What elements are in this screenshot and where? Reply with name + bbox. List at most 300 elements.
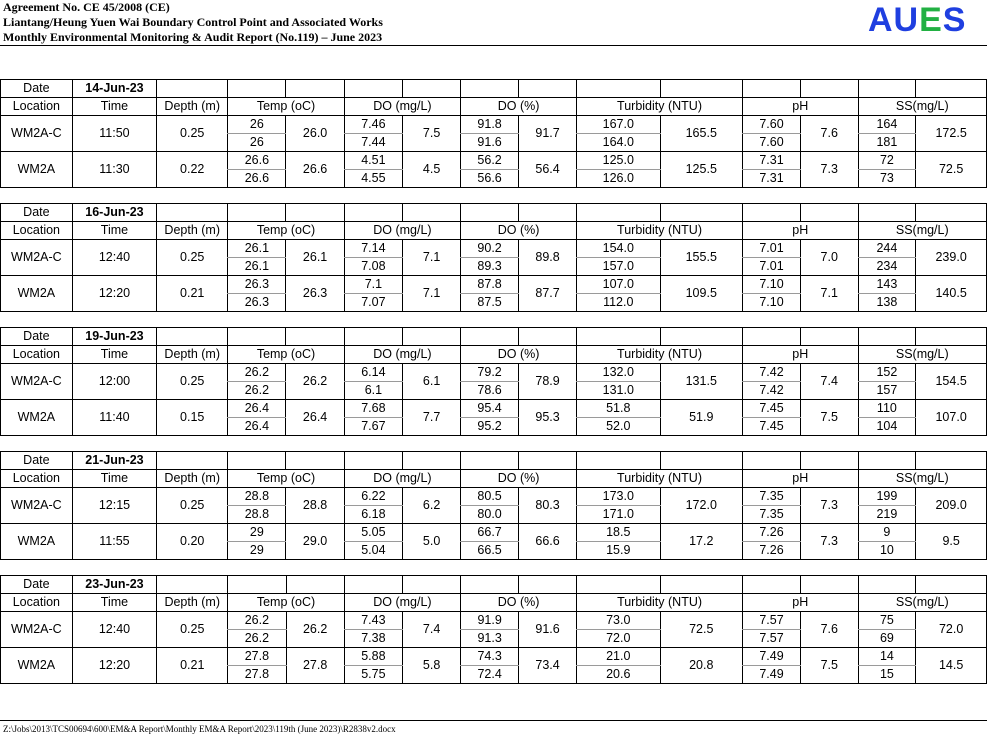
col-header-do-mgl: DO (mg/L) bbox=[344, 594, 460, 612]
time-cell: 11:30 bbox=[72, 152, 156, 188]
do-reading-1: 5.05 bbox=[344, 524, 402, 542]
temp-reading-2: 29 bbox=[228, 542, 286, 560]
empty-cell bbox=[286, 80, 344, 98]
do-reading-2: 7.38 bbox=[344, 630, 402, 648]
project-title: Liantang/Heung Yuen Wai Boundary Control Point and Associated Works bbox=[3, 15, 383, 29]
do-reading-1: 7.68 bbox=[344, 400, 402, 418]
file-path: Z:\Jobs\2013\TCS00694\600\EM&A Report\Monthly EM&A Report\2023\119th (June 2023)\R2838v2.docx bbox=[3, 724, 396, 734]
turb-reading-1: 132.0 bbox=[577, 364, 660, 382]
temp-average: 29.0 bbox=[286, 524, 344, 560]
ph-average: 7.3 bbox=[800, 152, 858, 188]
empty-cell bbox=[743, 80, 801, 98]
ss-reading-1: 9 bbox=[858, 524, 916, 542]
empty-cell bbox=[800, 80, 858, 98]
date-label: Date bbox=[1, 204, 73, 222]
ss-average: 154.5 bbox=[916, 364, 987, 400]
date-value: 14-Jun-23 bbox=[72, 80, 156, 98]
empty-cell bbox=[858, 328, 916, 346]
col-header-temp: Temp (oC) bbox=[228, 594, 344, 612]
turb-average: 165.5 bbox=[660, 116, 743, 152]
ss-average: 140.5 bbox=[916, 276, 987, 312]
turb-average: 72.5 bbox=[660, 612, 743, 648]
dop-average: 56.4 bbox=[519, 152, 577, 188]
empty-cell bbox=[519, 576, 577, 594]
empty-cell bbox=[519, 328, 577, 346]
empty-cell bbox=[286, 452, 344, 470]
ss-reading-1: 152 bbox=[858, 364, 916, 382]
empty-cell bbox=[916, 576, 987, 594]
ss-reading-1: 72 bbox=[858, 152, 916, 170]
col-header-do-mgl: DO (mg/L) bbox=[344, 222, 460, 240]
empty-cell bbox=[577, 80, 660, 98]
empty-cell bbox=[858, 204, 916, 222]
temp-reading-1: 26.2 bbox=[228, 612, 286, 630]
logo-part-s: S bbox=[942, 1, 967, 39]
dop-reading-1: 79.2 bbox=[461, 364, 519, 382]
time-cell: 12:20 bbox=[72, 276, 156, 312]
ph-average: 7.5 bbox=[801, 648, 859, 684]
time-cell: 12:00 bbox=[72, 364, 156, 400]
dop-reading-1: 95.4 bbox=[461, 400, 519, 418]
ph-reading-1: 7.57 bbox=[743, 612, 801, 630]
dop-average: 87.7 bbox=[519, 276, 577, 312]
depth-cell: 0.21 bbox=[157, 648, 228, 684]
col-header-ss: SS(mg/L) bbox=[858, 470, 986, 488]
ss-reading-2: 181 bbox=[858, 134, 916, 152]
depth-cell: 0.25 bbox=[157, 116, 228, 152]
temp-reading-2: 26.2 bbox=[228, 630, 286, 648]
col-header-ss: SS(mg/L) bbox=[858, 98, 986, 116]
col-header-ss: SS(mg/L) bbox=[858, 346, 986, 364]
turb-reading-1: 173.0 bbox=[577, 488, 660, 506]
ph-average: 7.3 bbox=[800, 524, 858, 560]
turb-reading-2: 72.0 bbox=[577, 630, 660, 648]
monitoring-table bbox=[0, 79, 987, 188]
empty-cell bbox=[403, 328, 461, 346]
dop-average: 66.6 bbox=[519, 524, 577, 560]
empty-cell bbox=[461, 80, 519, 98]
empty-cell bbox=[916, 328, 987, 346]
dop-reading-1: 87.8 bbox=[461, 276, 519, 294]
ph-reading-2: 7.60 bbox=[743, 134, 801, 152]
dop-average: 89.8 bbox=[519, 240, 577, 276]
temp-average: 26.2 bbox=[286, 612, 344, 648]
dop-reading-2: 56.6 bbox=[461, 170, 519, 188]
do-reading-2: 7.44 bbox=[344, 134, 402, 152]
empty-cell bbox=[800, 328, 858, 346]
dop-reading-1: 90.2 bbox=[461, 240, 519, 258]
col-header-time: Time bbox=[72, 594, 156, 612]
agreement-number: Agreement No. CE 45/2008 (CE) bbox=[3, 0, 170, 14]
do-reading-2: 5.75 bbox=[344, 666, 402, 684]
col-header-ss: SS(mg/L) bbox=[858, 594, 986, 612]
col-header-location: Location bbox=[1, 594, 73, 612]
date-block bbox=[0, 79, 987, 188]
col-header-ss: SS(mg/L) bbox=[858, 222, 986, 240]
do-reading-2: 6.18 bbox=[344, 506, 402, 524]
col-header-depth: Depth (m) bbox=[157, 98, 228, 116]
depth-cell: 0.25 bbox=[157, 612, 228, 648]
turb-reading-1: 18.5 bbox=[577, 524, 660, 542]
time-cell: 11:40 bbox=[72, 400, 156, 436]
col-header-time: Time bbox=[72, 98, 156, 116]
temp-average: 27.8 bbox=[286, 648, 344, 684]
ss-reading-2: 15 bbox=[858, 666, 916, 684]
dop-average: 91.6 bbox=[519, 612, 577, 648]
col-header-do-pct: DO (%) bbox=[461, 594, 577, 612]
location-cell: WM2A bbox=[1, 276, 73, 312]
ph-reading-2: 7.42 bbox=[743, 382, 801, 400]
turb-reading-1: 73.0 bbox=[577, 612, 660, 630]
ss-reading-2: 69 bbox=[858, 630, 916, 648]
col-header-depth: Depth (m) bbox=[157, 346, 228, 364]
ph-reading-1: 7.49 bbox=[743, 648, 801, 666]
ph-reading-2: 7.26 bbox=[743, 542, 801, 560]
temp-reading-2: 26.1 bbox=[228, 258, 286, 276]
col-header-turbidity: Turbidity (NTU) bbox=[577, 346, 743, 364]
col-header-ph: pH bbox=[743, 470, 859, 488]
dop-reading-1: 91.8 bbox=[461, 116, 519, 134]
location-cell: WM2A bbox=[1, 400, 73, 436]
dop-reading-2: 72.4 bbox=[461, 666, 519, 684]
dop-average: 78.9 bbox=[519, 364, 577, 400]
ss-average: 14.5 bbox=[916, 648, 987, 684]
dop-reading-1: 74.3 bbox=[461, 648, 519, 666]
empty-cell bbox=[403, 80, 461, 98]
temp-average: 26.3 bbox=[286, 276, 344, 312]
empty-cell bbox=[801, 576, 859, 594]
empty-cell bbox=[157, 204, 228, 222]
temp-reading-2: 26.3 bbox=[228, 294, 286, 312]
turb-reading-2: 157.0 bbox=[577, 258, 660, 276]
do-reading-1: 7.14 bbox=[344, 240, 402, 258]
time-cell: 12:15 bbox=[72, 488, 156, 524]
empty-cell bbox=[228, 328, 286, 346]
dop-average: 73.4 bbox=[519, 648, 577, 684]
temp-reading-1: 26.2 bbox=[228, 364, 286, 382]
do-reading-2: 7.08 bbox=[344, 258, 402, 276]
turb-average: 20.8 bbox=[660, 648, 743, 684]
monitoring-table bbox=[0, 327, 987, 436]
dop-reading-2: 91.6 bbox=[461, 134, 519, 152]
ss-reading-1: 199 bbox=[858, 488, 916, 506]
ss-reading-2: 73 bbox=[858, 170, 916, 188]
dop-reading-1: 80.5 bbox=[461, 488, 519, 506]
date-value: 19-Jun-23 bbox=[72, 328, 156, 346]
turb-reading-2: 52.0 bbox=[577, 418, 660, 436]
dop-reading-2: 91.3 bbox=[461, 630, 519, 648]
do-reading-2: 6.1 bbox=[344, 382, 402, 400]
ph-reading-1: 7.01 bbox=[743, 240, 801, 258]
empty-cell bbox=[403, 204, 461, 222]
col-header-do-mgl: DO (mg/L) bbox=[344, 470, 460, 488]
do-average: 6.1 bbox=[403, 364, 461, 400]
turb-reading-2: 20.6 bbox=[577, 666, 660, 684]
date-block bbox=[0, 451, 987, 560]
col-header-location: Location bbox=[1, 222, 73, 240]
time-cell: 12:40 bbox=[72, 240, 156, 276]
do-reading-1: 6.22 bbox=[344, 488, 402, 506]
do-average: 5.8 bbox=[403, 648, 461, 684]
ph-reading-1: 7.35 bbox=[743, 488, 801, 506]
ph-reading-1: 7.42 bbox=[743, 364, 801, 382]
ss-average: 107.0 bbox=[916, 400, 987, 436]
turb-reading-1: 21.0 bbox=[577, 648, 660, 666]
depth-cell: 0.25 bbox=[157, 488, 228, 524]
aues-logo bbox=[868, 1, 966, 39]
empty-cell bbox=[660, 204, 743, 222]
date-block bbox=[0, 575, 987, 684]
ss-reading-1: 14 bbox=[858, 648, 916, 666]
col-header-do-pct: DO (%) bbox=[461, 222, 577, 240]
dop-reading-2: 89.3 bbox=[461, 258, 519, 276]
date-label: Date bbox=[1, 576, 73, 594]
col-header-temp: Temp (oC) bbox=[228, 222, 344, 240]
ss-reading-1: 110 bbox=[858, 400, 916, 418]
empty-cell bbox=[157, 576, 228, 594]
col-header-temp: Temp (oC) bbox=[228, 470, 344, 488]
empty-cell bbox=[519, 452, 577, 470]
col-header-temp: Temp (oC) bbox=[228, 346, 344, 364]
ph-reading-2: 7.31 bbox=[743, 170, 801, 188]
turb-reading-1: 125.0 bbox=[577, 152, 660, 170]
col-header-time: Time bbox=[72, 346, 156, 364]
ph-reading-2: 7.35 bbox=[743, 506, 801, 524]
empty-cell bbox=[858, 80, 916, 98]
empty-cell bbox=[743, 328, 801, 346]
turb-reading-2: 15.9 bbox=[577, 542, 660, 560]
do-average: 6.2 bbox=[403, 488, 461, 524]
dop-reading-1: 56.2 bbox=[461, 152, 519, 170]
col-header-turbidity: Turbidity (NTU) bbox=[577, 594, 743, 612]
date-label: Date bbox=[1, 452, 73, 470]
temp-reading-1: 27.8 bbox=[228, 648, 286, 666]
col-header-ph: pH bbox=[743, 346, 859, 364]
empty-cell bbox=[577, 576, 660, 594]
temp-reading-1: 26.4 bbox=[228, 400, 286, 418]
location-cell: WM2A bbox=[1, 152, 73, 188]
empty-cell bbox=[916, 204, 987, 222]
temp-average: 28.8 bbox=[286, 488, 344, 524]
temp-reading-2: 26.6 bbox=[228, 170, 286, 188]
do-reading-2: 5.04 bbox=[344, 542, 402, 560]
time-cell: 11:55 bbox=[72, 524, 156, 560]
col-header-do-mgl: DO (mg/L) bbox=[344, 346, 460, 364]
turb-reading-2: 171.0 bbox=[577, 506, 660, 524]
col-header-ph: pH bbox=[743, 594, 859, 612]
ph-reading-2: 7.49 bbox=[743, 666, 801, 684]
do-reading-1: 7.43 bbox=[344, 612, 402, 630]
turb-reading-2: 164.0 bbox=[577, 134, 660, 152]
ph-reading-2: 7.45 bbox=[743, 418, 801, 436]
empty-cell bbox=[286, 204, 344, 222]
empty-cell bbox=[577, 204, 660, 222]
ph-average: 7.0 bbox=[800, 240, 858, 276]
ss-reading-2: 219 bbox=[858, 506, 916, 524]
ss-reading-2: 10 bbox=[858, 542, 916, 560]
empty-cell bbox=[660, 80, 743, 98]
turb-average: 125.5 bbox=[660, 152, 743, 188]
location-cell: WM2A bbox=[1, 648, 73, 684]
empty-cell bbox=[461, 204, 519, 222]
date-value: 16-Jun-23 bbox=[72, 204, 156, 222]
do-average: 5.0 bbox=[403, 524, 461, 560]
empty-cell bbox=[660, 328, 743, 346]
empty-cell bbox=[157, 328, 228, 346]
ph-reading-2: 7.57 bbox=[743, 630, 801, 648]
report-title: Monthly Environmental Monitoring & Audit Report (No.119) – June 2023 bbox=[3, 30, 383, 44]
date-value: 23-Jun-23 bbox=[72, 576, 156, 594]
depth-cell: 0.20 bbox=[157, 524, 228, 560]
empty-cell bbox=[461, 576, 519, 594]
col-header-ph: pH bbox=[743, 98, 859, 116]
empty-cell bbox=[519, 80, 577, 98]
monitoring-table bbox=[0, 451, 987, 560]
empty-cell bbox=[344, 204, 402, 222]
col-header-time: Time bbox=[72, 222, 156, 240]
turb-average: 172.0 bbox=[660, 488, 743, 524]
empty-cell bbox=[660, 452, 743, 470]
empty-cell bbox=[228, 80, 286, 98]
footer-rule bbox=[0, 720, 987, 721]
ss-average: 72.5 bbox=[916, 152, 987, 188]
ph-average: 7.3 bbox=[800, 488, 858, 524]
empty-cell bbox=[577, 452, 660, 470]
depth-cell: 0.25 bbox=[157, 240, 228, 276]
dop-reading-2: 87.5 bbox=[461, 294, 519, 312]
temp-average: 26.2 bbox=[286, 364, 344, 400]
temp-reading-1: 26.6 bbox=[228, 152, 286, 170]
temp-average: 26.4 bbox=[286, 400, 344, 436]
dop-reading-2: 95.2 bbox=[461, 418, 519, 436]
monitoring-table bbox=[0, 575, 987, 684]
empty-cell bbox=[916, 452, 987, 470]
empty-cell bbox=[858, 452, 916, 470]
do-reading-2: 4.55 bbox=[344, 170, 402, 188]
do-average: 7.4 bbox=[403, 612, 461, 648]
turb-reading-2: 126.0 bbox=[577, 170, 660, 188]
empty-cell bbox=[743, 576, 801, 594]
col-header-location: Location bbox=[1, 470, 73, 488]
empty-cell bbox=[403, 576, 461, 594]
do-reading-1: 4.51 bbox=[344, 152, 402, 170]
ph-reading-1: 7.60 bbox=[743, 116, 801, 134]
temp-reading-1: 26.1 bbox=[228, 240, 286, 258]
temp-average: 26.1 bbox=[286, 240, 344, 276]
empty-cell bbox=[800, 204, 858, 222]
temp-reading-1: 29 bbox=[228, 524, 286, 542]
col-header-do-pct: DO (%) bbox=[461, 98, 577, 116]
do-reading-1: 5.88 bbox=[344, 648, 402, 666]
col-header-ph: pH bbox=[743, 222, 859, 240]
ss-reading-1: 164 bbox=[858, 116, 916, 134]
do-average: 7.1 bbox=[403, 240, 461, 276]
turb-average: 109.5 bbox=[660, 276, 743, 312]
turb-reading-1: 107.0 bbox=[577, 276, 660, 294]
col-header-depth: Depth (m) bbox=[157, 222, 228, 240]
ph-average: 7.4 bbox=[800, 364, 858, 400]
temp-reading-1: 26.3 bbox=[228, 276, 286, 294]
empty-cell bbox=[344, 80, 402, 98]
turb-average: 51.9 bbox=[660, 400, 743, 436]
empty-cell bbox=[228, 452, 286, 470]
dop-reading-2: 66.5 bbox=[461, 542, 519, 560]
ss-average: 239.0 bbox=[916, 240, 987, 276]
ss-reading-1: 244 bbox=[858, 240, 916, 258]
report-header bbox=[3, 0, 383, 45]
empty-cell bbox=[403, 452, 461, 470]
ss-average: 72.0 bbox=[916, 612, 987, 648]
ss-reading-2: 138 bbox=[858, 294, 916, 312]
temp-reading-2: 28.8 bbox=[228, 506, 286, 524]
do-reading-1: 7.1 bbox=[344, 276, 402, 294]
empty-cell bbox=[228, 576, 286, 594]
col-header-turbidity: Turbidity (NTU) bbox=[577, 98, 743, 116]
col-header-do-pct: DO (%) bbox=[461, 470, 577, 488]
col-header-location: Location bbox=[1, 346, 73, 364]
turb-average: 17.2 bbox=[660, 524, 743, 560]
empty-cell bbox=[157, 452, 228, 470]
time-cell: 12:20 bbox=[72, 648, 156, 684]
ss-average: 9.5 bbox=[916, 524, 987, 560]
empty-cell bbox=[743, 204, 801, 222]
do-average: 4.5 bbox=[403, 152, 461, 188]
logo-part-e: E bbox=[919, 1, 943, 39]
temp-average: 26.6 bbox=[286, 152, 344, 188]
col-header-location: Location bbox=[1, 98, 73, 116]
date-block bbox=[0, 203, 987, 312]
monitoring-table bbox=[0, 203, 987, 312]
ph-reading-1: 7.10 bbox=[743, 276, 801, 294]
dop-reading-1: 66.7 bbox=[461, 524, 519, 542]
location-cell: WM2A-C bbox=[1, 364, 73, 400]
ph-average: 7.6 bbox=[801, 612, 859, 648]
date-block bbox=[0, 327, 987, 436]
col-header-do-mgl: DO (mg/L) bbox=[344, 98, 460, 116]
turb-reading-1: 154.0 bbox=[577, 240, 660, 258]
do-average: 7.7 bbox=[403, 400, 461, 436]
location-cell: WM2A-C bbox=[1, 240, 73, 276]
location-cell: WM2A-C bbox=[1, 488, 73, 524]
ss-average: 172.5 bbox=[916, 116, 987, 152]
header-rule bbox=[0, 45, 987, 46]
empty-cell bbox=[577, 328, 660, 346]
empty-cell bbox=[157, 80, 228, 98]
ph-average: 7.6 bbox=[800, 116, 858, 152]
empty-cell bbox=[344, 452, 402, 470]
empty-cell bbox=[660, 576, 743, 594]
empty-cell bbox=[519, 204, 577, 222]
temp-reading-1: 26 bbox=[228, 116, 286, 134]
logo-part-au: AU bbox=[868, 1, 920, 39]
turb-average: 155.5 bbox=[660, 240, 743, 276]
empty-cell bbox=[743, 452, 801, 470]
do-average: 7.5 bbox=[403, 116, 461, 152]
ss-reading-2: 157 bbox=[858, 382, 916, 400]
temp-average: 26.0 bbox=[286, 116, 344, 152]
temp-reading-2: 26.4 bbox=[228, 418, 286, 436]
col-header-depth: Depth (m) bbox=[157, 594, 228, 612]
ss-reading-2: 234 bbox=[858, 258, 916, 276]
temp-reading-2: 26 bbox=[228, 134, 286, 152]
dop-reading-2: 78.6 bbox=[461, 382, 519, 400]
time-cell: 12:40 bbox=[72, 612, 156, 648]
date-label: Date bbox=[1, 328, 73, 346]
ph-reading-2: 7.01 bbox=[743, 258, 801, 276]
turb-reading-1: 51.8 bbox=[577, 400, 660, 418]
empty-cell bbox=[461, 452, 519, 470]
location-cell: WM2A-C bbox=[1, 116, 73, 152]
